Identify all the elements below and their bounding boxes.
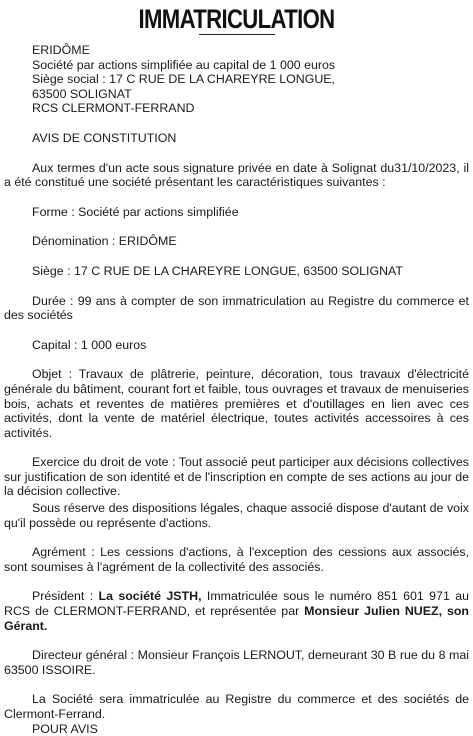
intro-paragraph: Aux termes d'un acte sous signature privée en date à Solignat du31/10/2023, il a été constitué une société présentant les caractéristiques suivantes :	[4, 160, 469, 190]
company-siege: Siège social : 17 C RUE DE LA CHAREYRE LONGUE,	[32, 72, 335, 87]
page-title: IMMATRICULATION	[138, 4, 335, 34]
avis-heading: AVIS DE CONSTITUTION	[32, 130, 177, 145]
company-form-capital: Société par actions simplifiée au capital de 1 000 euros	[32, 57, 336, 72]
reserve-paragraph: Sous réserve des dispositions légales, chaque associé dispose d'autant de voix qu'il possède ou représente d'actions.	[4, 501, 469, 530]
denomination-paragraph: Dénomination : ERIDÔME	[32, 234, 177, 249]
president-paragraph	[4, 589, 469, 633]
company-name: ERIDÔME	[32, 43, 90, 57]
company-city: 63500 SOLIGNAT	[32, 86, 132, 101]
directeur-paragraph: Directeur général : Monsieur François LERNOUT, demeurant 30 B rue du 8 mai 63500 ISSOIRE.	[4, 648, 469, 677]
immatriculation-paragraph: La Société sera immatriculée au Registre du commerce et des sociétés de Clermont-Ferrand.	[4, 692, 469, 721]
capital-paragraph: Capital : 1 000 euros	[32, 337, 147, 352]
president-company: La société JSTH,	[98, 589, 202, 604]
president-details: Immatriculée sous le numéro 851 601 971 au RCS de CLERMONT-FERRAND, et représentée par	[4, 589, 469, 619]
company-rcs: RCS CLERMONT-FERRAND	[32, 101, 195, 116]
vote-paragraph: Exercice du droit de vote : Tout associé peut participer aux décisions collectives sur justification de son identité et de l'inscription en compte de ses actions au jour de la décision collective.	[4, 455, 469, 499]
duree-paragraph: Durée : 99 ans à compter de son immatriculation au Registre du commerce et des sociétés	[4, 293, 469, 323]
company-header	[4, 43, 469, 116]
siege-paragraph: Siège : 17 C RUE DE LA CHAREYRE LONGUE, 63500 SOLIGNAT	[32, 263, 403, 278]
agrement-paragraph: Agrément : Les cessions d'actions, à l'exception des cessions aux associés, sont soumises à l'agrément de la collectivité des associés.	[4, 545, 469, 574]
forme-paragraph: Forme : Société par actions simplifiée	[32, 204, 239, 219]
title-underline	[199, 34, 275, 35]
president-representative: Monsieur Julien NUEZ, son Gérant.	[4, 604, 469, 633]
president-label: Président :	[32, 589, 99, 604]
objet-paragraph: Objet : Travaux de plâtrerie, peinture, décoration, tous travaux d'électricité générale du bâtiment, courant fort et faible, tous ouvrages et travaux de menuiseries bois, achats et reventes de matières premières et d'outillages en lien avec ces activités, dont la vente de matériel électrique, toutes activités accessoires à ces activités.	[4, 367, 469, 440]
pour-avis: POUR AVIS	[32, 721, 98, 736]
